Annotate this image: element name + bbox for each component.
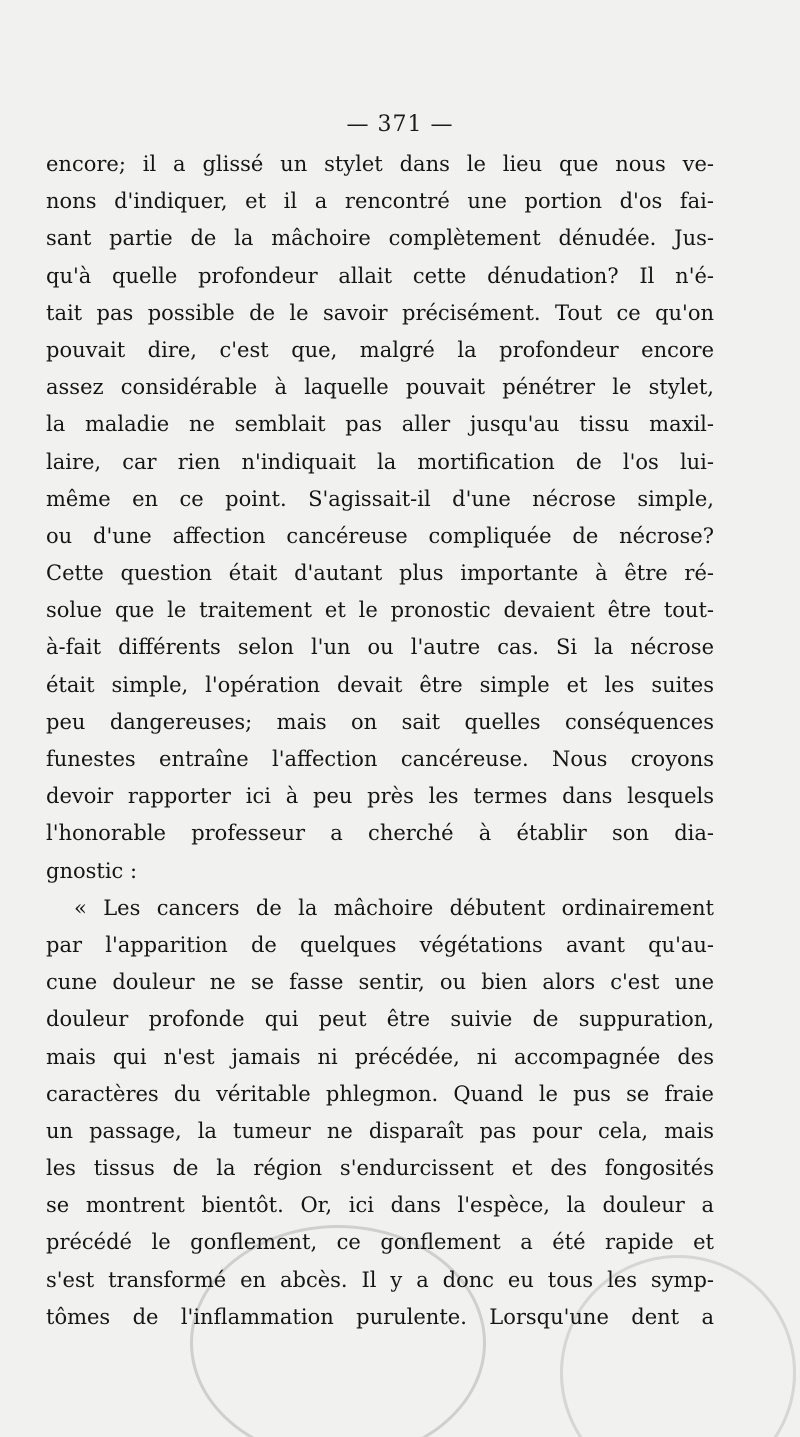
text-line: pouvait dire, c'est que, malgré la profondeur encore xyxy=(46,337,714,362)
text-line: gnostic : xyxy=(46,858,138,883)
text-line: les tissus de la région s'endurcissent et des fongosités xyxy=(46,1156,714,1181)
text-line: ou d'une affection cancéreuse compliquée de nécrose? xyxy=(46,523,714,548)
text-line: laire, car rien n'indiquait la mortification de l'os lui- xyxy=(46,449,714,474)
text-line: était simple, l'opération devait être simple et les suites xyxy=(46,672,714,697)
text-line: tômes de l'inflammation purulente. Lorsqu'une dent a xyxy=(46,1304,714,1329)
text-line: « Les cancers de la mâchoire débutent ordinairement xyxy=(74,895,714,920)
text-line: encore; il a glissé un stylet dans le lieu que nous ve- xyxy=(46,152,714,176)
text-line: tait pas possible de le savoir précisément. Tout ce qu'on xyxy=(46,300,714,325)
text-line: assez considérable à laquelle pouvait pénétrer le stylet, xyxy=(46,375,714,400)
text-line: un passage, la tumeur ne disparaît pas pour cela, mais xyxy=(46,1118,714,1143)
text-line: douleur profonde qui peut être suivie de suppuration, xyxy=(46,1007,714,1032)
text-line: nons d'indiquer, et il a rencontré une portion d'os fai- xyxy=(46,189,714,214)
text-line: sant partie de la mâchoire complètement dénudée. Jus- xyxy=(46,226,714,251)
text-line: par l'apparition de quelques végétations avant qu'au- xyxy=(46,932,714,957)
text-line: la maladie ne semblait pas aller jusqu'au tissu maxil- xyxy=(46,412,714,437)
text-line: solue que le traitement et le pronostic devaient être tout- xyxy=(46,598,714,623)
text-line: même en ce point. S'agissait-il d'une nécrose simple, xyxy=(46,486,714,511)
text-line: Cette question était d'autant plus importante à être ré- xyxy=(46,561,714,586)
text-line: peu dangereuses; mais on sait quelles conséquences xyxy=(46,709,714,734)
page-number: — 371 — xyxy=(346,112,454,137)
text-line: caractères du véritable phlegmon. Quand le pus se fraie xyxy=(46,1081,714,1106)
text-line: qu'à quelle profondeur allait cette dénudation? Il n'é- xyxy=(46,263,714,288)
text-line: cune douleur ne se fasse sentir, ou bien alors c'est une xyxy=(46,970,714,995)
text-line: à-fait différents selon l'un ou l'autre cas. Si la nécrose xyxy=(46,635,714,660)
text-line: devoir rapporter ici à peu près les termes dans lesquels xyxy=(46,784,714,809)
text-line: mais qui n'est jamais ni précédée, ni accompagnée des xyxy=(46,1044,714,1069)
text-line: l'honorable professeur a cherché à établir son dia- xyxy=(46,821,714,846)
body-text xyxy=(46,146,714,1336)
text-line: précédé le gonflement, ce gonflement a été rapide et xyxy=(46,1230,714,1255)
text-line: funestes entraîne l'affection cancéreuse. Nous croyons xyxy=(46,747,714,771)
text-line: se montrent bientôt. Or, ici dans l'espèce, la douleur a xyxy=(46,1193,714,1218)
text-line: s'est transformé en abcès. Il y a donc eu tous les symp- xyxy=(46,1267,714,1292)
